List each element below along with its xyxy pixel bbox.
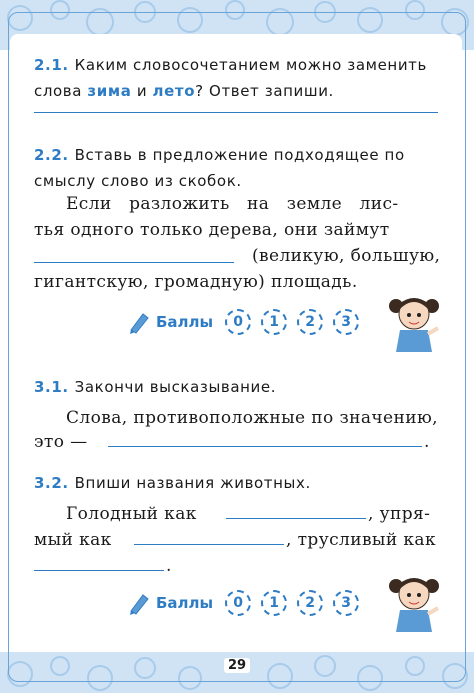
question-2-1 <box>34 52 454 104</box>
question-text: и <box>136 82 148 100</box>
score-option-0[interactable]: 0 <box>225 590 251 616</box>
answer-line-2-2[interactable] <box>34 262 234 263</box>
answer-line-3-1[interactable] <box>108 446 422 447</box>
sentence-line-1: Если разложить на земле лис- <box>66 194 399 214</box>
question-number: 3.1. <box>34 378 69 396</box>
question-2-2-line2: смыслу слово из скобок. <box>34 172 242 190</box>
score-label: Баллы <box>156 313 214 331</box>
sentence-line-2: тья одного только дерева, они займут <box>34 220 390 240</box>
answer-line-cowardly[interactable] <box>34 570 164 571</box>
question-text: Закончи высказывание. <box>74 378 277 396</box>
score-option-3[interactable]: 3 <box>333 590 359 616</box>
keyword-summer: лето <box>152 82 196 100</box>
sentence-period: . <box>166 556 172 576</box>
score-option-2[interactable]: 2 <box>297 309 323 335</box>
score-option-1[interactable]: 1 <box>261 309 287 335</box>
sentence-line-4: гигантскую, громадную) площадь. <box>34 272 358 292</box>
answer-line-stubborn[interactable] <box>134 544 284 545</box>
question-number: 2.2. <box>34 146 69 164</box>
pencil-icon <box>128 591 150 615</box>
question-3-2 <box>34 470 311 496</box>
girl-mascot-icon <box>386 290 442 356</box>
answer-line-hungry[interactable] <box>226 518 366 519</box>
question-2-1-line2 <box>34 78 454 104</box>
sentence-line-1: Голодный как <box>66 504 197 524</box>
score-option-3[interactable]: 3 <box>333 309 359 335</box>
question-text: Впиши названия животных. <box>74 474 311 492</box>
score-row-1 <box>128 309 369 335</box>
pencil-icon <box>128 310 150 334</box>
question-number: 2.1. <box>34 56 69 74</box>
score-option-2[interactable]: 2 <box>297 590 323 616</box>
question-2-1-line1 <box>34 52 454 78</box>
sentence-line-1-end: , упря- <box>368 504 431 524</box>
sentence-line-2: мый как <box>34 530 112 550</box>
question-number: 3.2. <box>34 474 69 492</box>
sentence-line-1: Слова, противоположные по значению, <box>66 408 438 428</box>
question-3-1 <box>34 374 276 400</box>
page-number: 29 <box>224 658 250 673</box>
question-text: ? Ответ запиши. <box>195 82 334 100</box>
question-2-2-line1 <box>34 142 454 168</box>
keyword-winter: зима <box>87 82 132 100</box>
score-label: Баллы <box>156 594 214 612</box>
question-text: слова <box>34 82 83 100</box>
sentence-line-3: (великую, большую, <box>252 246 441 266</box>
question-text: Каким словосочетанием можно заменить <box>74 56 427 74</box>
sentence-period: . <box>424 432 430 452</box>
answer-line-2-1[interactable] <box>34 112 438 113</box>
question-2-2 <box>34 142 454 194</box>
sentence-line-2-end: , трусливый как <box>286 530 436 550</box>
score-option-0[interactable]: 0 <box>225 309 251 335</box>
question-text: Вставь в предложение подходящее по <box>74 146 405 164</box>
score-row-2 <box>128 590 369 616</box>
score-option-1[interactable]: 1 <box>261 590 287 616</box>
girl-mascot-icon <box>386 570 442 636</box>
sentence-prefix: это — <box>34 432 88 452</box>
